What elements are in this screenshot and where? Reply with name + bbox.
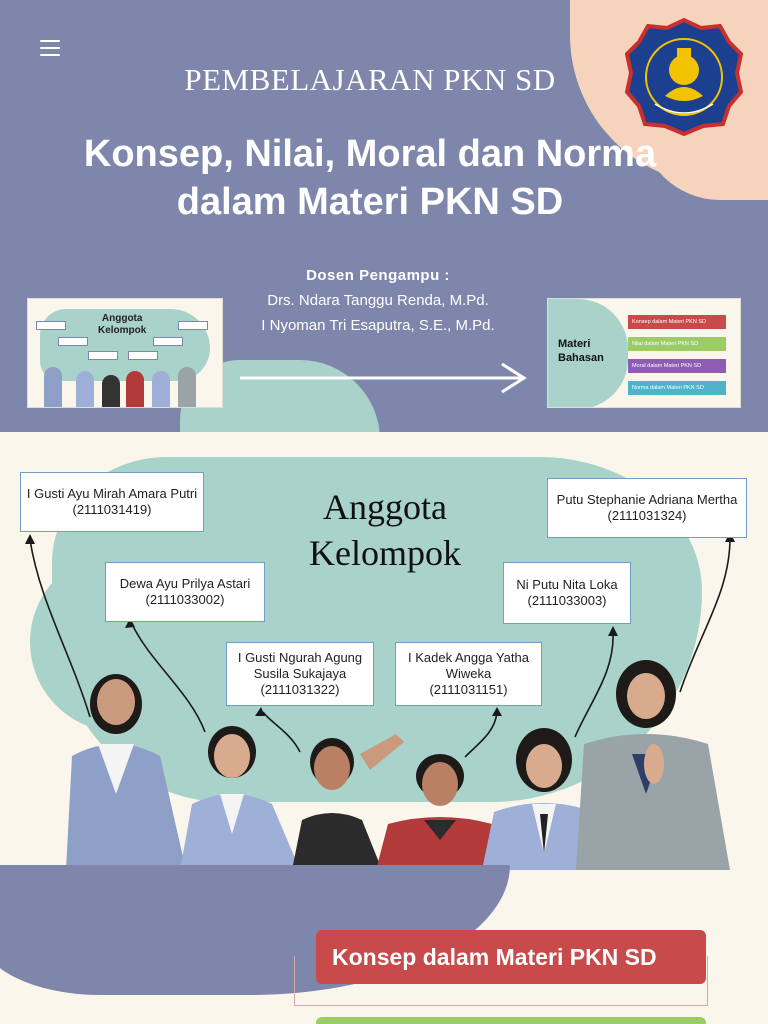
materi-pill: Norma dalam Materi PKN SD: [628, 381, 726, 395]
dosen-name: I Nyoman Tri Esaputra, S.E., M.Pd.: [261, 317, 495, 334]
materi-pill: Konsep dalam Materi PKN SD: [628, 315, 726, 329]
nilai-materi-banner[interactable]: [316, 1017, 706, 1024]
person-figure: [376, 754, 504, 870]
person-figure: [576, 660, 730, 870]
dosen-name: Drs. Ndara Tanggu Renda, M.Pd.: [267, 292, 489, 309]
anggota-kelompok-heading: Anggota Kelompok: [309, 487, 461, 573]
member-card: Ni Putu Nita Loka (2111033003): [503, 562, 631, 624]
dosen-label: Dosen Pengampu :: [306, 267, 450, 284]
member-card: I Kadek Angga Yatha Wiweka (2111031151): [395, 642, 542, 706]
member-card: Putu Stephanie Adriana Mertha (2111031324): [547, 478, 747, 538]
hamburger-menu-icon[interactable]: [40, 40, 60, 56]
person-figure: [66, 674, 186, 870]
thumbnail-title: Anggota Kelompok: [98, 313, 147, 336]
anggota-kelompok-section: [0, 432, 768, 1024]
member-card: Dewa Ayu Prilya Astari (2111033002): [105, 562, 265, 622]
materi-pill: Moral dalam Materi PKN SD: [628, 359, 726, 373]
group-photo: [36, 644, 736, 870]
anggota-kelompok-thumbnail[interactable]: [27, 298, 223, 408]
thumbnail-title: Materi Bahasan: [558, 338, 604, 364]
arrow-right-icon: [240, 360, 530, 396]
hero-section: [0, 0, 768, 432]
materi-pill: Nilai dalam Materi PKN SD: [628, 337, 726, 351]
member-card: I Gusti Ayu Mirah Amara Putri (2111031419): [20, 472, 204, 532]
konsep-materi-banner[interactable]: Konsep dalam Materi PKN SD: [316, 930, 706, 984]
materi-bahasan-thumbnail[interactable]: [547, 298, 741, 408]
person-figure: [180, 726, 300, 870]
page-title: Konsep, Nilai, Moral dan Norma dalam Materi PKN SD: [83, 133, 657, 223]
kicker-title: PEMBELAJARAN PKN SD: [184, 62, 556, 97]
member-card: I Gusti Ngurah Agung Susila Sukajaya (2111031322): [226, 642, 374, 706]
